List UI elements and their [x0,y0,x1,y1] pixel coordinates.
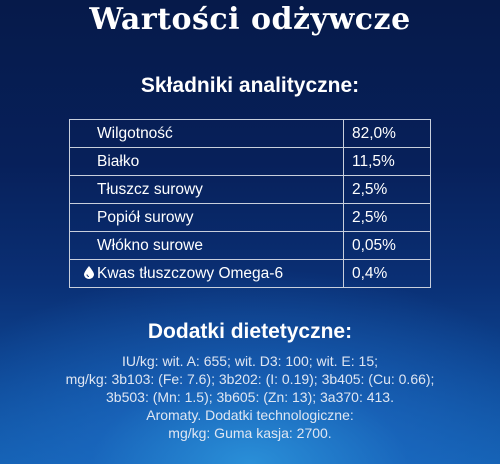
nutrient-name: Tłuszcz surowy [70,176,344,204]
nutrient-value: 82,0% [344,120,431,148]
analytical-heading: Składniki analityczne: [140,74,360,97]
additives-line: mg/kg: Guma kasja: 2700. [168,425,332,441]
table-row [70,260,431,288]
nutrient-name: Wilgotność [70,120,344,148]
nutrient-value: 0,4% [344,260,431,288]
additives-line: 3b503: (Mn: 1.5); 3b605: (Zn: 13); 3a370: 413. [106,389,394,405]
oil-drop-icon [84,266,94,279]
nutrient-name: Włókno surowe [70,232,344,260]
table-row [70,232,431,260]
additives-text [0,352,500,442]
nutrient-value: 0,05% [344,232,431,260]
additives-heading: Dodatki dietetyczne: [147,320,353,343]
nutrient-name: Kwas tłuszczowy Omega-6 [97,265,284,282]
table-row [70,148,431,176]
table-row [70,176,431,204]
nutrient-value: 2,5% [344,204,431,232]
table-row [70,120,431,148]
nutrient-name-cell [70,260,344,288]
table-row [70,204,431,232]
additives-line: IU/kg: wit. A: 655; wit. D3: 100; wit. E: 15; [122,353,378,369]
nutrient-name: Białko [70,148,344,176]
page-title: Wartości odżywcze [89,2,411,37]
nutrients-table [69,119,431,288]
nutrient-value: 11,5% [344,148,431,176]
nutrient-name: Popiół surowy [70,204,344,232]
additives-line: mg/kg: 3b103: (Fe: 7.6); 3b202: (I: 0.19); 3b405: (Cu: 0.66); [65,371,435,387]
additives-line: Aromaty. Dodatki technologiczne: [146,407,354,423]
nutrient-value: 2,5% [344,176,431,204]
